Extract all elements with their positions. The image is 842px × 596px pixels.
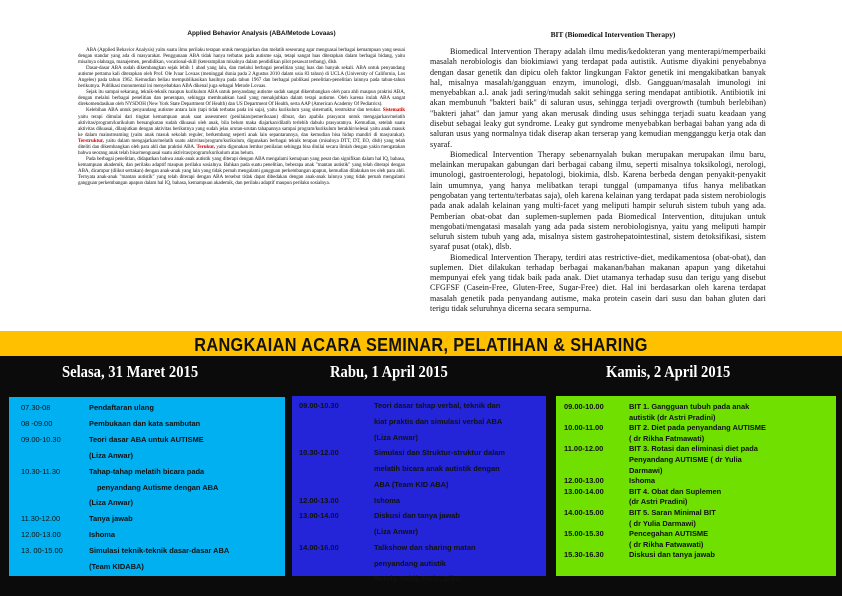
schedule-time: 07.30-08 [21,403,51,412]
schedule-time: 11.00-12.00 [564,444,604,454]
bit-heading: BIT (Biomedical Intervention Therapy) [550,30,676,39]
schedule-activity: (Liza Anwar) [374,432,418,442]
aba-heading: Applied Behavior Analysis (ABA/Metode Lovaas) [187,30,336,37]
schedule-activity: Simulasi teknik-teknik dasar-dasar ABA [89,546,230,556]
schedule-activity: Diskusi dan tanya jawab [374,511,460,521]
schedule-time: 15.30-16.30 [564,550,604,560]
aba-paragraph: Pada berbagai penelitian, didapatkan bahwa anak-anak autistik yang diterapi dengan ABA mengalami kemajuan yang pesat dan signifikan dalam hal IQ, bahasa, kemampuan akademik, dan perilaku adaptif maupun perilaku sosialnya. Bahkan pada suatu penelitian, beberapa anak "mantan autistik" yang telah diterapi dengan ABA, dicampur (diikut sertakan) dengan anak-anak yang lain yang tidak pernah mengalami gangguan perkembangan apapun, kemudian dilakukan tes oleh para ahli. Ternyata anak-anak "mantan autistik" yang telah diterapi dengan ABA tersebut tidak dapat dibedakan dengan anak-anak lainnya yang tidak pernah mengalami gangguan perkembangan apapun dalam hal IQ, bahasa, kemampuan akademik, dan perilaku adaptif maupun perilaku sosialnya. [78,155,405,187]
bit-paragraph: Biomedical Intervention Therapy, terdiri atas restrictive-diet, medikamentosa (obat-obat), dan suplemen. Diet dilakukan terhadap berbagai makanan/bahan makanan apapun yang diketahui mempunyai efek yang tidak baik pada anak. Diet utamanya terhadap susu dan terigu yang disebut CFGFSF (Casein-Free, Gluten-Free, Sugar-Free) diet. Hal ini berdasarkan oleh karena terdapat masalah genetik pada penyandang autisme, maka protein casein dari susu dan bahan gluten dari terigu tidak seluruhnya dicerna secara sempurna. [430,252,766,314]
schedule-activity: Ishoma [374,495,401,505]
sistematik-label: Sistematik [382,107,405,114]
schedule-time: 11.30-12.00 [21,514,61,524]
schedule-time: 15.00-15.30 [564,529,604,539]
schedule-activity: ( dr Rikha Fatwawati) [629,539,704,549]
sistematik-text: yaitu terapi dimulai dari tingkat kemampuan anak saat assessment (penilaian/pemeriksaan) dibuat, dan apabila prasyarat untuk mengajarkan/melatih aktivitas/program/kurikulum bersangkutan sudah dikuasai oleh anak, bila belum maka diajarkan/dilatih terlebih dahulu prasyaratnya. Kemudian, setelah suatu aktivitas dikuasai, dilanjutkan dengan aktivitas berikutnya yang sudah jelas urutan-urutan tahapannya sampai program/kurikulum berakhir/selesai yaitu anak masuk ke dalam mainstreaming (yaitu anak masuk sekolah reguler, berkembang seperti anak lain sepantarannya, dan kemudian bisa hidup mandiri di masyarakat). [78,113,405,138]
schedule-activity: Rendy, Valdi, Faris, Dika [374,574,460,584]
schedule-activity: Tanya jawab [89,514,133,524]
schedule-activity: penyandang Autisme dengan ABA [97,482,219,492]
schedule-activity: Darmawi) [629,465,663,475]
schedule-activity: kiat praktis dan simulasi verbal ABA [374,416,503,426]
schedule-activity: Pencegahan AUTISME [629,529,709,539]
schedule-activity: BIT 4. Obat dan Suplemen [629,486,722,496]
schedule-panel-day1 [9,397,285,576]
schedule-activity: autistik (dr Astri Pradini) [629,412,716,422]
schedule-activity: Teori dasar ABA untuk AUTISME [89,434,204,444]
schedule-activity: Ishoma [629,476,656,486]
schedule-activity: BIT 5. Saran Minimal BIT [629,508,716,517]
schedule-time: 13.00-14.00 [299,511,339,521]
terukur-text: yaitu digunakan lembar penilaian sehingga bisa dinilai secara ilmiah dengan yakin mengatakan bahwa seorang anak telah bisa/menguasai suatu aktivitas/program/kurikulum atau belum. [78,143,406,156]
schedule-activity: (Team KIDABA) [89,562,144,571]
terstruktur-text: yaitu dalam mengajarkan/melatih suatu aktivitas/program/kurikulum, digunakan berbagai teknik terapan (misalnya DTT, DT, EO, dlsb) yang telah diteliti dan dikembangkan oleh para ahli dan praktisi ABA. [78,137,405,150]
day-title-3: Kamis, 2 April 2015 [606,362,731,381]
schedule-time: 09.00-10.30 [299,401,339,410]
schedule-time: 10.00-11.00 [564,423,604,433]
schedule-activity: Talkshow dan sharing matan [374,542,476,552]
schedule-activity: Pendaftaran ulang [89,403,154,412]
schedule-panel-day2 [292,396,546,584]
aba-paragraph: Dasar-dasar ABA sudah dikembangkan sejak lebih 1 abad yang lalu, dan melalui berbagai penelitian yang luas dan banyak sekali. ABA untuk penyandang autisme pertama kali diterapkan oleh Prof. Ole Ivaar Lovaas (meninggal dunia pada 2 Agustus 2010 dalam usia 83 tahun) di UCLA (University of California, Los Angeles) pada tahun 1962. Kemudian beliau mempublikasikan hasilnya pada tahun 1967 dan berbagai publikasi penelitian-penelitian lainnya pada tahun-tahun berikutnya. Publikasi monumental ini menyebabkan ABA dikenal juga sebagai Metode Lovaas. [78,65,405,90]
schedule-time: 12.00-13.00 [564,476,604,486]
schedule-activity: ABA (Team KID ABA) [374,479,449,489]
schedule-activity: ( dr Yulia Darmawi) [629,518,696,528]
day-title-1: Selasa, 31 Maret 2015 [62,362,199,381]
aba-paragraph: ABA (Applied Behavior Analysis) yaitu suatu ilmu perilaku terapan untuk mengajarkan dan melatih seseorang agar menguasai berbagai kemampuan yang sesuai dengan standar yang ada di masyarakat. Penggunaan ABA tidak hanya terbatas pada autisme saja, tetapi sangat luas diterapkan dalam berbagai bidang, yaitu misalnya olahraga, manajemen, pendidikan, vocational-skill (keterampilan misalnya dalam pendidikan pilot pesawat terbang), dlsb. [78,47,405,66]
terstruktur-label: Terstruktur, [78,137,104,144]
schedule-time: 14.00-16.00 [299,542,339,552]
day-title-2: Rabu, 1 April 2015 [330,362,448,381]
aba-column [78,30,405,186]
schedule-activity: BIT 1. Gangguan tubuh pada anak [629,402,750,411]
schedule-activity: melatih bicara anak autistik dengan [374,464,500,473]
terukur-label: Terukur, [196,143,215,150]
schedule-panel-day3 [556,396,836,576]
schedule-time: 12.00-13.00 [21,530,61,540]
schedule-activity: penyandang autistik [374,558,446,568]
schedule-time: 13.00-14.00 [564,486,604,496]
schedule-activity: BIT 3. Rotasi dan eliminasi diet pada [629,444,758,454]
aba-paragraph-kelebihan [78,107,405,155]
schedule-time: 10.30-11.30 [21,466,61,476]
schedule-activity: Pembukaan dan kata sambutan [89,418,201,428]
schedule-time: 09.00-10.30 [21,434,61,444]
aba-paragraph: Sejak itu sampai sekarang, teknik-teknik maupun kurikulum ABA untuk penyandang autisme sudah sangat dikembangkan oleh para ahli maupun praktisi ABA, dengan melalui berbagai penelitian dan penerapan, sehingga membuahkan hasil yang menakjubkan dalam terapi autisme. Oleh karena itulah ABA sangat direkomendasikan oleh NYSDOH (New York State Department Of Health) dan US Department Of Health, serta AAP (American Academy Of Pediatrics). [78,89,405,108]
schedule-time: 14.00-15.00 [564,508,604,517]
banner-title: RANGKAIAN ACARA SEMINAR, PELATIHAN & SHARING [194,334,648,355]
schedule-activity: (dr Astri Pradini) [629,497,688,507]
schedule-activity: (Liza Anwar) [89,498,133,508]
schedule-activity: BIT 2. Diet pada penyandang AUTISME [629,423,766,433]
event-banner [0,331,842,356]
schedule-activity: ( dr Rikha Fatmawati) [629,433,705,443]
schedule-time: 09.00-10.00 [564,402,604,411]
kelebihan-intro: Kelebihan ABA untuk penyandang autisme antara lain (tapi tidak terbatas pada ini saja), yaitu kurikulum yang sistematik, terstruktur dan terukur. [86,107,383,114]
schedule-time: 08 -09.00 [21,418,53,428]
schedule-activity: Tahap-tahap melatih bicara pada [89,466,205,476]
schedule-activity: Penyandang AUTISME ( dr Yulia [629,455,742,464]
bit-column [430,30,766,314]
schedule-time: 12.00-13.00 [299,495,339,505]
schedule-activity: Teori dasar tahap verbal, teknik dan [374,401,501,410]
schedule-activity: Simulasi dan Struktur-struktur dalam [374,448,506,458]
schedule-time: 10.30-12.00 [299,448,339,458]
schedule-activity: Diskusi dan tanya jawab [629,550,715,560]
schedule-activity: (Liza Anwar) [89,450,133,460]
bit-paragraph: Biomedical Intervention Therapy adalah ilmu medis/kedokteran yang menterapi/memperbaiki masalah nerobiologis dan biokimiawi yang terdapat pada autistik. Autisme diyakini penyebabnya dengan dasar genetik dan dipicu oleh faktor lingkungan Faktor genetik ini mengakibatkan banyak hal, misalnya masalah/gangguan enzym, imunologi, dlsb. Gangguan/masalah imunologi ini menyebabkan a.l. anak jadi sering/mudah sakit sehingga sering mendapat antibiotik. Antibiotik ini akan membunuh "bakteri baik" di saluran usus, sehingga terjadi overgrowth (tumbuh berlebihan) "bakteri jahat" dan jamur yang akan merusak dinding usus sehingga terjadi suatu keadaan yang disebut sebagai leaky gut syndrome. Leaky gut syndrome menyebabkan berbagai bahan yang ada di saluran usus yang normalnya tidak diserap akan terserap yang kemudian mengganggu kerja otak dan syaraf. [430,47,766,149]
schedule-activity: (Liza Anwar) [374,527,418,536]
schedule-time: 13. 00-15.00 [21,546,63,556]
schedule-activity: Ishoma [89,530,116,540]
bit-paragraph: Biomedical Intervention Therapy sebenarnyalah bukan merupakan merupakan ilmu baru, melainkan merupakan gabungan dari berbagai cabang ilmu, seperti misalnya toksikologi, nerologi, imunologi, gastroenterologi, hepatologi, biokimia, dlsb. Karena berbeda dengan penyakit-penyakit lain umumnya, yang hanya melibatkan terapi tunggal (umpamanya tifus hanya melibatkan pengobatan yang tertentu/terbatas saja), oleh karena kelainan yang terdapat pada sistem nerobiologis pada anak adalah kelainan yang multi-facet yang meliputi hampir seluruh sistem tubuh yang ada. Pemberian obat-obat dan suplemen-suplemen pada Biomedical Intervention, ditujukan untuk mengobati/mengatasi masalah yang ada pada sistem nerobiologisnya, yaitu yang meliputi hampir seluruh sistem tubuh yang ada, misalnya sistem gastrohepatointestinal, sistem detoksifikasi, sistem syaraf pusat (otak), dlsb. [430,149,766,252]
